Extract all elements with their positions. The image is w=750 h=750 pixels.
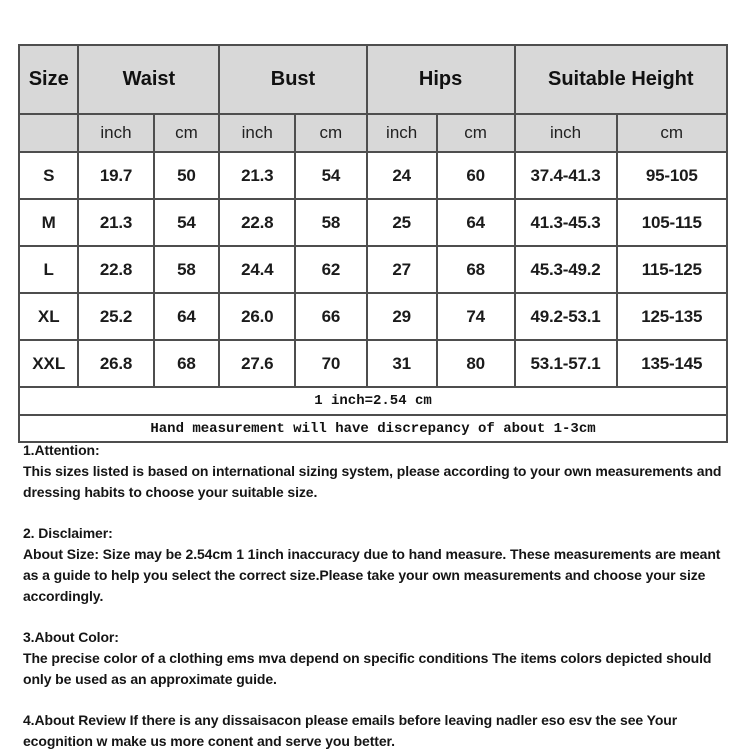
note-attention-body: This sizes listed is based on international sizing system, please according to your own measurements and dressing habits to choose your suitable size. — [23, 463, 722, 500]
note-disclaimer — [23, 523, 723, 607]
footnote-row-hand-measurement — [19, 415, 727, 442]
hips-cm-value: 68 — [437, 246, 515, 293]
waist-inch-value: 21.3 — [78, 199, 153, 246]
bust-inch-value: 22.8 — [219, 199, 295, 246]
bust-inch-value: 21.3 — [219, 152, 295, 199]
table-row-m — [19, 199, 727, 246]
subheader-bust-cm: cm — [295, 114, 367, 152]
bust-cm-value: 54 — [295, 152, 367, 199]
bust-inch-value: 26.0 — [219, 293, 295, 340]
hips-inch-value: 29 — [367, 293, 437, 340]
size-chart-table — [18, 44, 728, 443]
waist-cm-value: 54 — [154, 199, 220, 246]
subheader-bust-inch: inch — [219, 114, 295, 152]
height-cm-value: 95-105 — [617, 152, 728, 199]
height-cm-value: 115-125 — [617, 246, 728, 293]
subheader-height-inch: inch — [515, 114, 617, 152]
hips-cm-value: 80 — [437, 340, 515, 387]
height-cm-value: 135-145 — [617, 340, 728, 387]
size-label: S — [19, 152, 78, 199]
height-inch-value: 45.3-49.2 — [515, 246, 617, 293]
subheader-hips-cm: cm — [437, 114, 515, 152]
inch-conversion-note: 1 inch=2.54 cm — [19, 387, 727, 415]
col-header-size: Size — [19, 45, 78, 114]
bust-cm-value: 66 — [295, 293, 367, 340]
waist-inch-value: 26.8 — [78, 340, 153, 387]
notes-section — [23, 440, 723, 750]
height-inch-value: 53.1-57.1 — [515, 340, 617, 387]
hips-cm-value: 74 — [437, 293, 515, 340]
note-attention-heading: 1.Attention: — [23, 442, 100, 458]
height-inch-value: 49.2-53.1 — [515, 293, 617, 340]
subheader-row — [19, 114, 727, 152]
subheader-empty — [19, 114, 78, 152]
hips-cm-value: 60 — [437, 152, 515, 199]
height-cm-value: 125-135 — [617, 293, 728, 340]
subheader-waist-inch: inch — [78, 114, 153, 152]
subheader-waist-cm: cm — [154, 114, 220, 152]
col-header-suitable-height: Suitable Height — [515, 45, 727, 114]
height-inch-value: 37.4-41.3 — [515, 152, 617, 199]
height-cm-value: 105-115 — [617, 199, 728, 246]
note-about-color-body: The precise color of a clothing ems mva depend on specific conditions The items colors depicted should only be used as an approximate guide. — [23, 650, 712, 687]
bust-cm-value: 62 — [295, 246, 367, 293]
table-row-l — [19, 246, 727, 293]
bust-inch-value: 27.6 — [219, 340, 295, 387]
hips-inch-value: 31 — [367, 340, 437, 387]
waist-inch-value: 19.7 — [78, 152, 153, 199]
subheader-hips-inch: inch — [367, 114, 437, 152]
hips-inch-value: 27 — [367, 246, 437, 293]
note-disclaimer-body: About Size: Size may be 2.54cm 1 1inch inaccuracy due to hand measure. These measurements are meant as a guide to help you select the correct size.Please take your own measurements and choose your size accordingly. — [23, 546, 721, 604]
note-about-review — [23, 710, 723, 750]
size-label: XXL — [19, 340, 78, 387]
bust-inch-value: 24.4 — [219, 246, 295, 293]
waist-cm-value: 50 — [154, 152, 220, 199]
table-row-s — [19, 152, 727, 199]
footnote-row-inch-conversion — [19, 387, 727, 415]
col-header-bust: Bust — [219, 45, 366, 114]
waist-cm-value: 58 — [154, 246, 220, 293]
table-row-xxl — [19, 340, 727, 387]
waist-cm-value: 68 — [154, 340, 220, 387]
size-label: M — [19, 199, 78, 246]
waist-cm-value: 64 — [154, 293, 220, 340]
note-about-review-body: 4.About Review If there is any dissaisacon please emails before leaving nadler eso esv the see Your ecognition w make us more conent and serve you better. — [23, 712, 678, 749]
col-header-hips: Hips — [367, 45, 515, 114]
size-label: L — [19, 246, 78, 293]
note-about-color-heading: 3.About Color: — [23, 629, 119, 645]
hips-inch-value: 24 — [367, 152, 437, 199]
bust-cm-value: 58 — [295, 199, 367, 246]
bust-cm-value: 70 — [295, 340, 367, 387]
waist-inch-value: 25.2 — [78, 293, 153, 340]
col-header-waist: Waist — [78, 45, 219, 114]
hand-measurement-note: Hand measurement will have discrepancy of about 1-3cm — [19, 415, 727, 442]
size-label: XL — [19, 293, 78, 340]
header-row — [19, 45, 727, 114]
table-row-xl — [19, 293, 727, 340]
waist-inch-value: 22.8 — [78, 246, 153, 293]
note-disclaimer-heading: 2. Disclaimer: — [23, 525, 113, 541]
hips-cm-value: 64 — [437, 199, 515, 246]
subheader-height-cm: cm — [617, 114, 728, 152]
height-inch-value: 41.3-45.3 — [515, 199, 617, 246]
note-about-color — [23, 627, 723, 690]
hips-inch-value: 25 — [367, 199, 437, 246]
note-attention — [23, 440, 723, 503]
